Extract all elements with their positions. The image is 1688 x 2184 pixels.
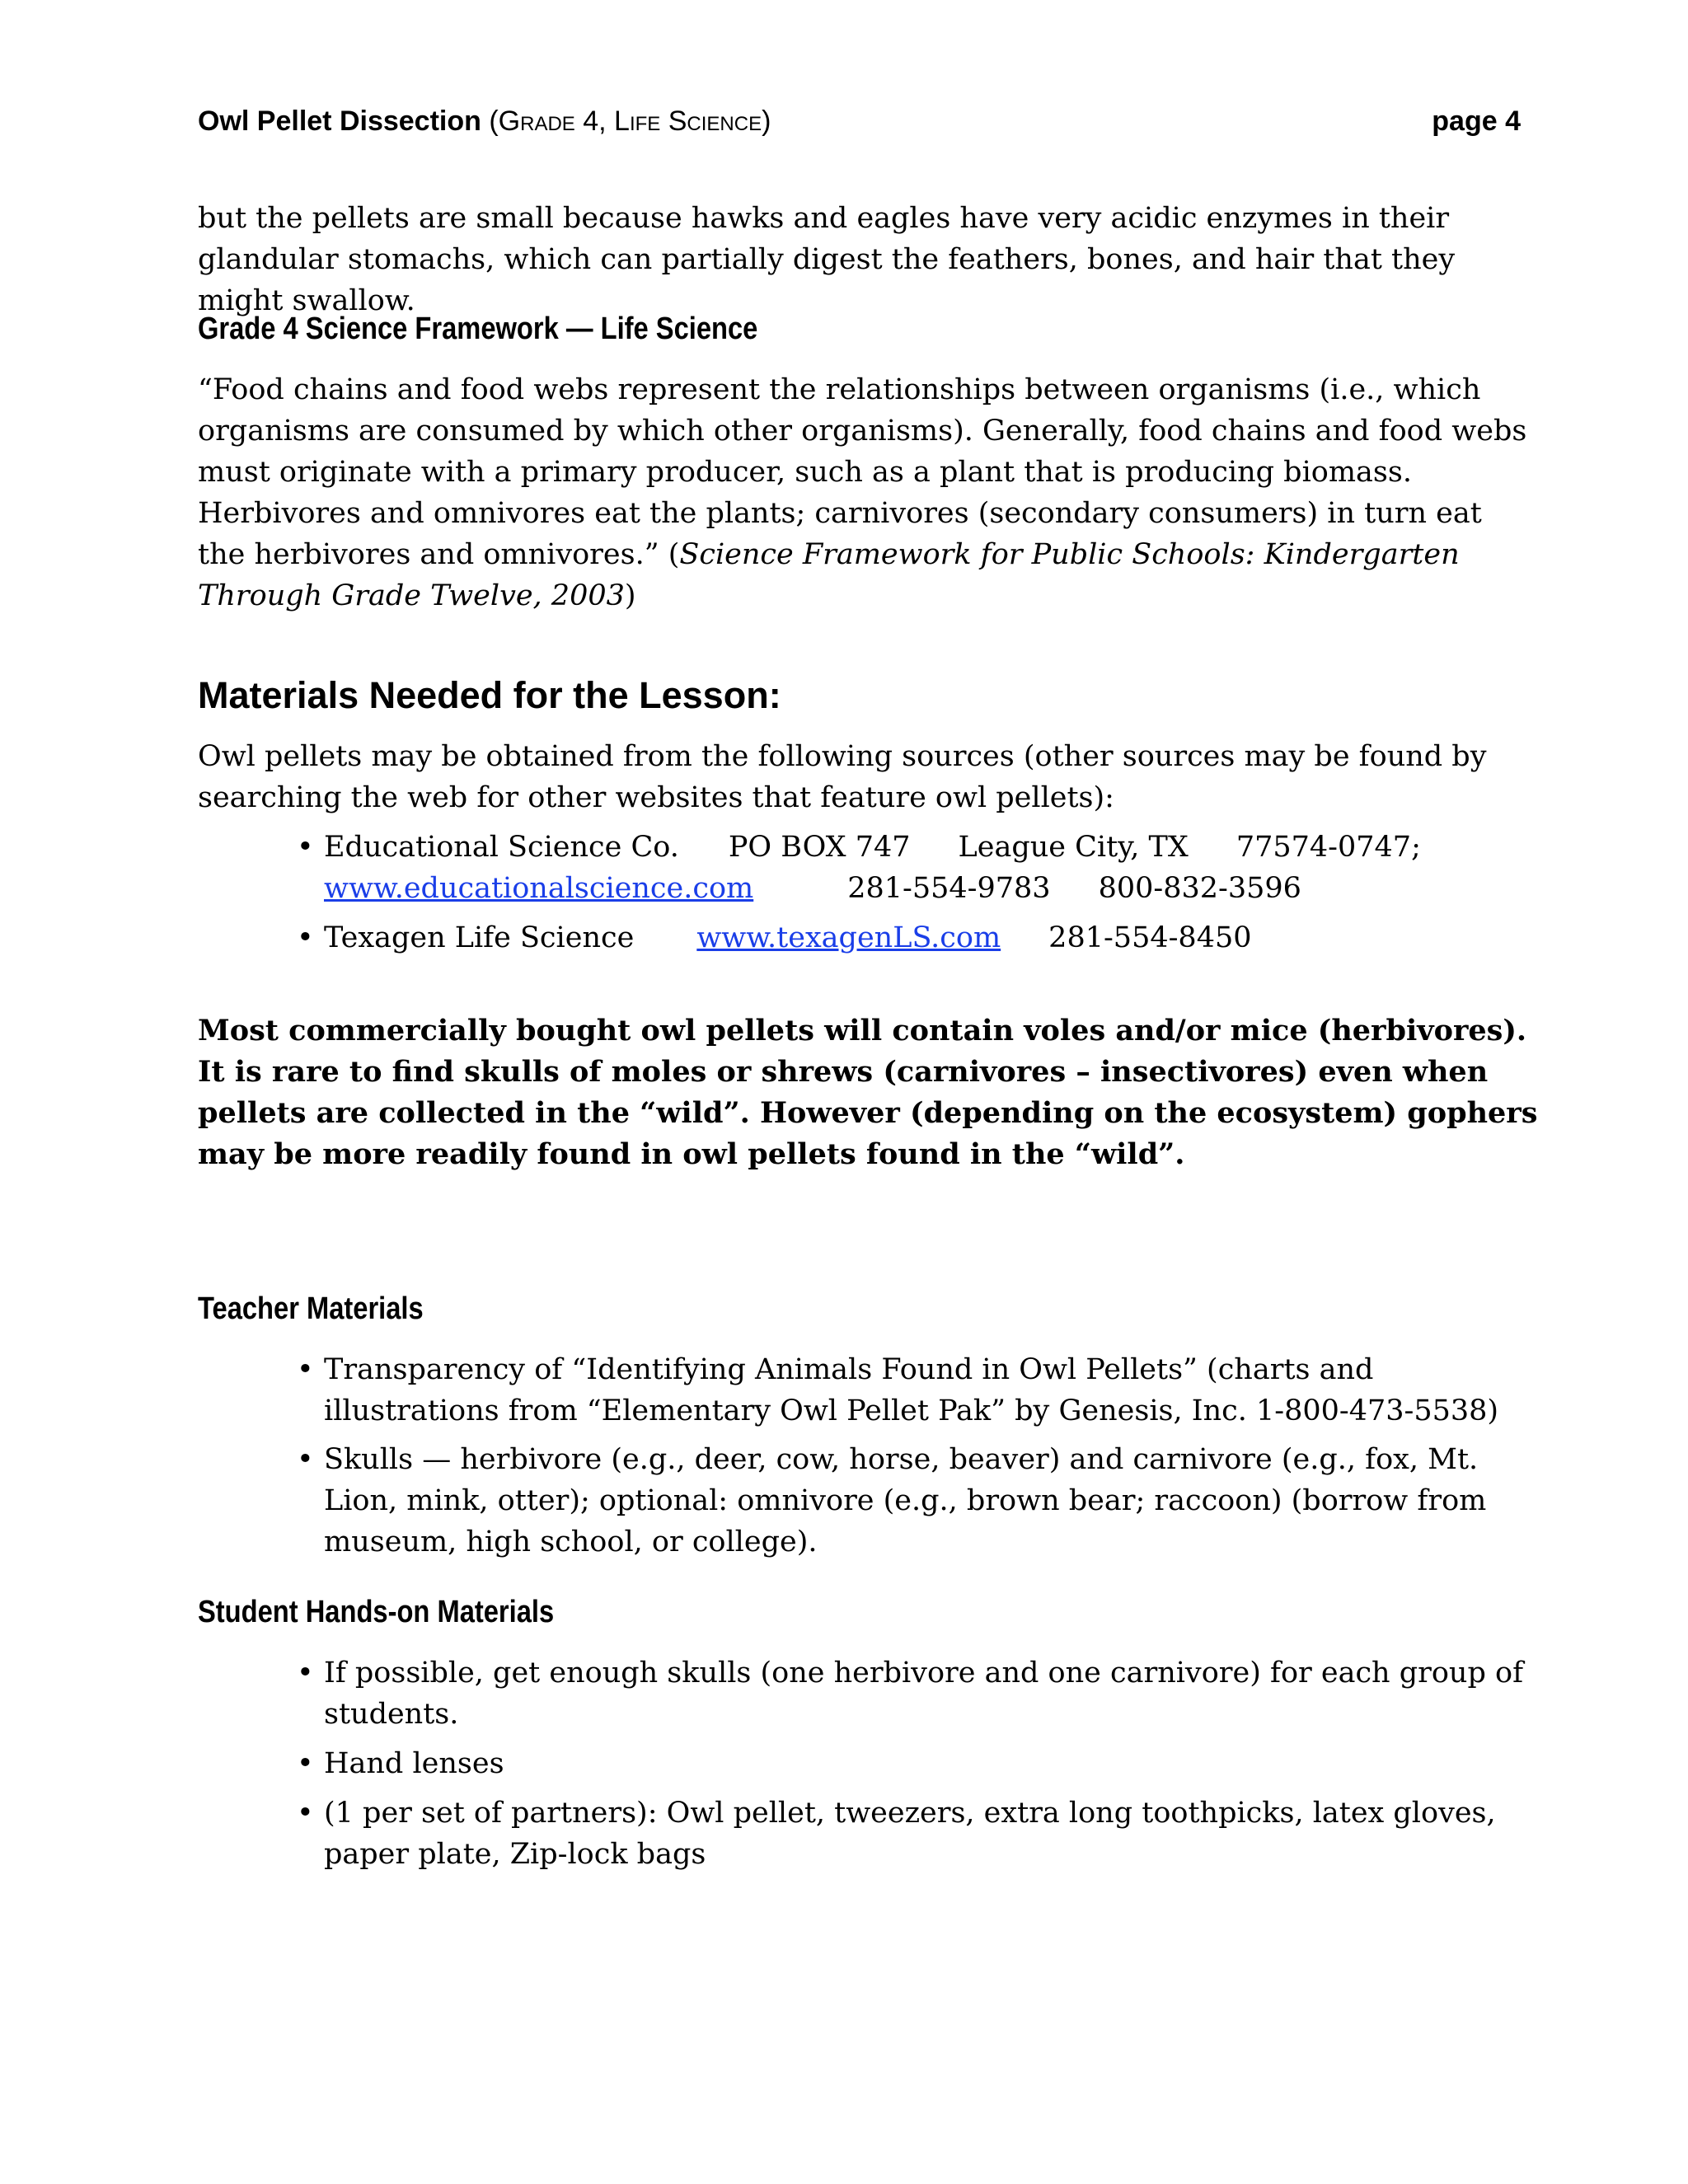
bullet-icon: • (297, 921, 314, 954)
framework-heading: Grade 4 Science Framework — Life Science (198, 312, 758, 346)
page-number: page 4 (1432, 105, 1521, 137)
intro-paragraph: but the pellets are small because hawks and eagles have very acidic enzymes in their glandular stomachs, which can partially digest the feathers, bones, and hair that they might swallow. (198, 202, 1456, 317)
teacher-materials-list (198, 1349, 1533, 1563)
teacher-item-text: Skulls — herbivore (e.g., deer, cow, horse, beaver) and carnivore (e.g., fox, Mt. Lion, mink, otter); optional: omnivore (e.g., brown bear; raccoon) (borrow from museum, high school, or college). (324, 1443, 1487, 1558)
source2-name: Texagen Life Science (324, 921, 635, 954)
pellet-contents-note: Most commercially bought owl pellets will contain voles and/or mice (herbivores). It is rare to find skulls of moles or shrews (carnivores – insectivores) even when pellets are collected in the “wild”. However (depending on the ecosystem) gophers may be more readily found in owl pellets found in the “wild”. (198, 1014, 1538, 1171)
student-item-text: (1 per set of partners): Owl pellet, tweezers, extra long toothpicks, latex gloves, paper plate, Zip-lock bags (324, 1797, 1496, 1871)
source2-phone: 281-554-8450 (1048, 921, 1252, 954)
teacher-item (198, 1439, 1533, 1563)
source1-phone2: 800-832-3596 (1098, 872, 1301, 905)
framework-citation: Science Framework for Public Schools: Kindergarten Through Grade Twelve, 2003 (198, 538, 1460, 612)
student-item-text: Hand lenses (324, 1747, 504, 1780)
bullet-icon: • (297, 1657, 314, 1690)
bullet-icon: • (297, 1797, 314, 1830)
framework-close: ) (624, 579, 636, 612)
framework-quote (198, 369, 1533, 616)
sources-list (198, 827, 1533, 958)
page-header (198, 105, 1521, 142)
teacher-materials-heading: Teacher Materials (198, 1291, 424, 1326)
source1-address: PO BOX 747 (728, 831, 911, 864)
source1-city: League City, TX (958, 831, 1189, 864)
bullet-icon: • (297, 1443, 314, 1476)
bullet-icon: • (297, 1353, 314, 1386)
framework-quote-text: “Food chains and food webs represent the relationships between organisms (i.e., which organisms are consumed by which other organisms). Generally, food chains and food webs must originate with a primary producer, such as a plant that is producing biomass. Herbivores and omnivores eat the plants; carnivores (secondary consumers) in turn eat the herbivores and omnivores.” ( (198, 373, 1527, 571)
header-subtitle: (Grade 4, Life Science) (489, 105, 771, 137)
student-item (198, 1793, 1533, 1875)
source1-phone1: 281-554-9783 (847, 872, 1051, 905)
source1-name: Educational Science Co. (324, 831, 679, 864)
student-item (198, 1743, 1533, 1784)
teacher-item (198, 1349, 1533, 1432)
source-item-texagen (198, 917, 1533, 958)
materials-intro: Owl pellets may be obtained from the following sources (other sources may be found by searching the web for other websites that feature owl pellets): (198, 740, 1487, 814)
bullet-icon: • (297, 831, 314, 864)
teacher-item-text: Transparency of “Identifying Animals Found in Owl Pellets” (charts and illustrations from “Elementary Owl Pellet Pak” by Genesis, Inc. 1-800-473-5538) (324, 1353, 1499, 1427)
student-item-text: If possible, get enough skulls (one herbivore and one carnivore) for each group of students. (324, 1657, 1524, 1731)
source1-zip: 77574-0747; (1236, 831, 1421, 864)
header-title-text: Owl Pellet Dissection (198, 105, 481, 137)
student-item (198, 1652, 1533, 1735)
header-title (198, 105, 771, 138)
student-materials-list (198, 1652, 1533, 1875)
source1-url-link[interactable]: www.educationalscience.com (324, 872, 754, 905)
source-item-educational-science (198, 827, 1533, 909)
bullet-icon: • (297, 1747, 314, 1780)
student-materials-heading: Student Hands-on Materials (198, 1595, 555, 1629)
materials-heading: Materials Needed for the Lesson: (198, 674, 781, 716)
source2-url-link[interactable]: www.texagenLS.com (696, 921, 1001, 954)
